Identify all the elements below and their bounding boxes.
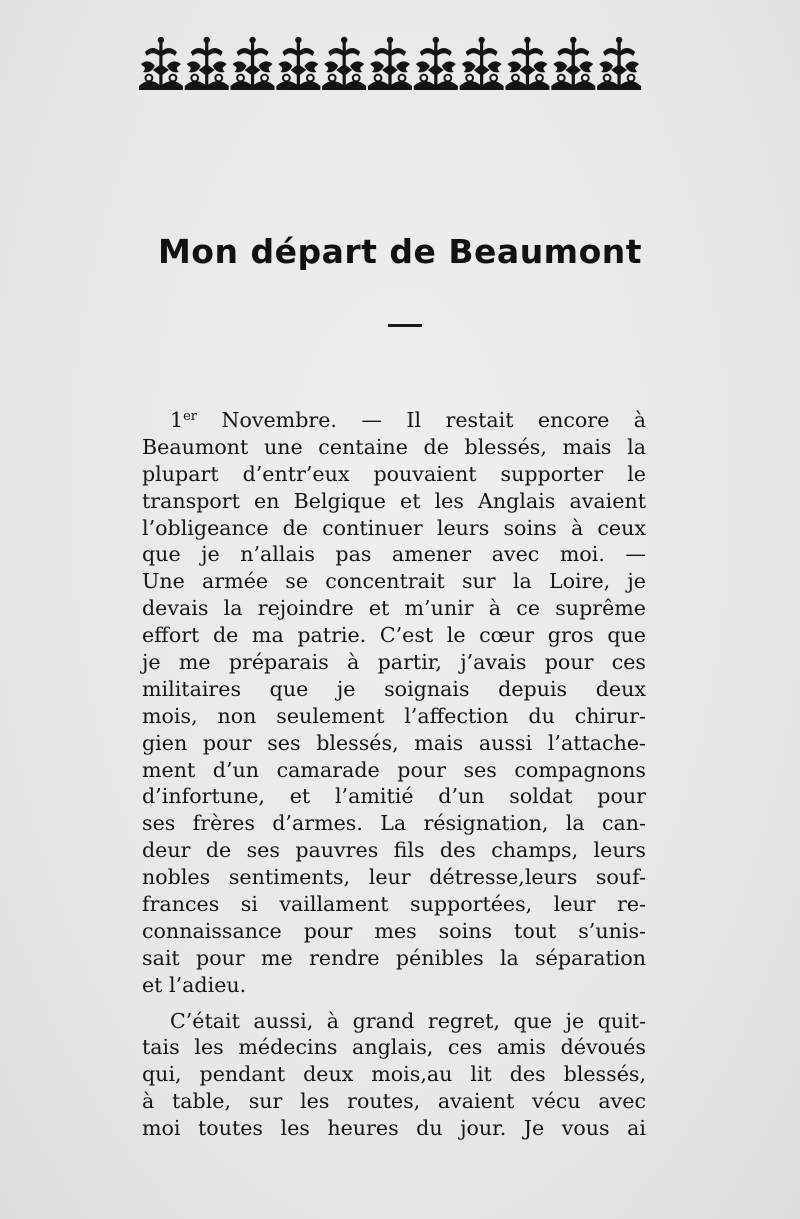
text-line: ment d’un camarade pour ses compagnons <box>142 757 646 782</box>
ornament-motif <box>505 37 549 90</box>
text-line: je me préparais à partir, j’avais pour ces <box>142 650 646 675</box>
text-line: frances si vaillament supportées, leur re- <box>142 892 646 917</box>
text-line: que je n’allais pas amener avec moi. — <box>142 542 646 567</box>
ornament-motif <box>276 37 320 90</box>
text-line: moi toutes les heures du jour. Je vous ai <box>142 1116 646 1141</box>
text-line: plupart d’entr’eux pouvaient supporter le <box>142 461 646 486</box>
text-line: sait pour me rendre pénibles la séparation <box>142 945 646 970</box>
text-line: qui, pendant deux mois,au lit des blessés, <box>142 1062 646 1087</box>
text-line: l’obligeance de continuer leurs soins à ceux <box>142 515 646 540</box>
text-line: d’infortune, et l’amitié d’un soldat pour <box>142 784 646 809</box>
body-text <box>142 407 646 1142</box>
ornament-motif <box>185 37 229 90</box>
decorative-ornament-band <box>138 34 642 92</box>
ornament-motif <box>139 37 183 90</box>
text-line: C’était aussi, à grand regret, que je quit- <box>170 1008 646 1033</box>
text-line: gien pour ses blessés, mais aussi l’attache- <box>142 730 646 755</box>
text-line: tais les médecins anglais, ces amis dévoués <box>142 1035 646 1060</box>
ornament-motif <box>460 37 504 90</box>
ornament-motif <box>368 37 412 90</box>
paragraph-2 <box>142 1008 646 1142</box>
ornament-motif <box>551 37 595 90</box>
paragraph-1 <box>142 407 646 999</box>
text-line: transport en Belgique et les Anglais avaient <box>142 488 646 513</box>
text-line: nobles sentiments, leur détresse,leurs souf- <box>142 865 646 890</box>
text-line: militaires que je soignais depuis deux <box>142 676 646 701</box>
text-line: Une armée se concentrait sur la Loire, je <box>142 569 646 594</box>
ornament-motif <box>231 37 275 90</box>
text-line: et l’adieu. <box>142 972 247 997</box>
text-line: 1er Novembre. — Il restait encore à <box>170 408 646 432</box>
text-line: à table, sur les routes, avaient vécu avec <box>142 1089 646 1114</box>
text-line: effort de ma patrie. C’est le cœur gros que <box>142 623 646 648</box>
text-line: devais la rejoindre et m’unir à ce suprême <box>142 596 646 621</box>
chapter-title: Mon départ de Beaumont <box>157 232 643 271</box>
ornament-motif <box>597 37 641 90</box>
text-line: Beaumont une centaine de blessés, mais la <box>142 434 646 459</box>
text-line: mois, non seulement l’affection du chirur- <box>142 703 646 728</box>
ornament-motif <box>414 37 458 90</box>
text-line: deur de ses pauvres fils des champs, leurs <box>142 838 646 863</box>
text-line: connaissance pour mes soins tout s’unis- <box>142 918 646 943</box>
text-line: ses frères d’armes. La résignation, la can- <box>142 811 646 836</box>
title-divider <box>388 324 422 327</box>
ornament-motif <box>322 37 366 90</box>
